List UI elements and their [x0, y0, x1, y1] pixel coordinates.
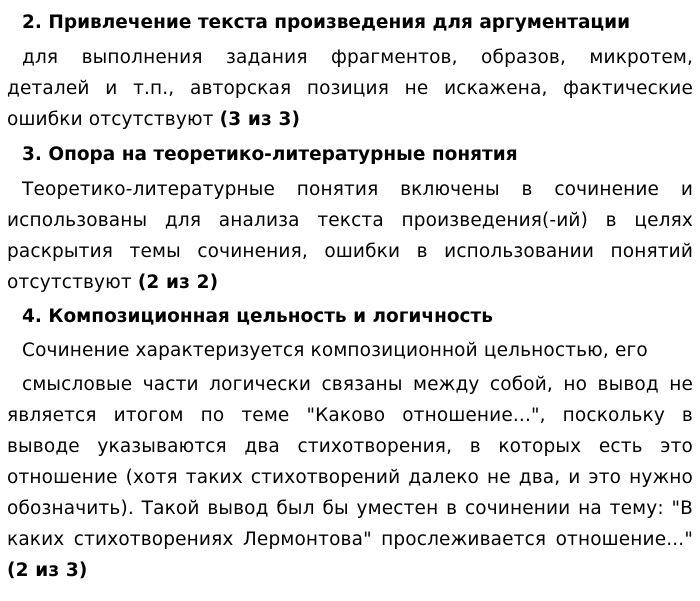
section-text-composition [7, 369, 693, 586]
section-text-composition-first [7, 335, 693, 366]
section-body-text: Теоретико-литературные понятия включены в сочинение и использованы для анализа текста произведения(-ий) в целях раскрытия темы сочинения, ошибки в использовании понятий отсутствуют [7, 179, 693, 293]
section-body-text: для выполнения задания фрагментов, образов, микротем, деталей и т.п., авторская позиция не искажена, фактические ошибки отсутствуют [7, 47, 693, 130]
section-body-text: смысловые части логически связаны между собой, но вывод не является итогом по теме "Каково отношение...", поскольку в выводе указываются два стихотворения, в которых есть это отношение (хотя таких стихотворений далеко не два, и это нужно обозначить). Такой вывод был бы уместен в сочинении на тему: "В каких стихотворениях Лермонтова" прослеживается отношение..." [7, 374, 693, 550]
section-heading-composition: 4. Композиционная цельность и логичность [22, 306, 493, 327]
section-body-text: Сочинение характеризуется композиционной цельностью, его [22, 340, 648, 361]
document-page [0, 7, 700, 601]
section-text-argumentation [7, 42, 693, 135]
score-badge: (3 из 3) [219, 109, 301, 130]
section-heading-theory: 3. Опора на теоретико-литературные понятия [22, 144, 518, 165]
score-badge: (2 из 3) [7, 560, 88, 581]
score-badge: (2 из 2) [137, 272, 219, 293]
section-text-theory [7, 174, 693, 298]
section-heading-argumentation: 2. Привлечение текста произведения для аргументации [22, 12, 631, 33]
